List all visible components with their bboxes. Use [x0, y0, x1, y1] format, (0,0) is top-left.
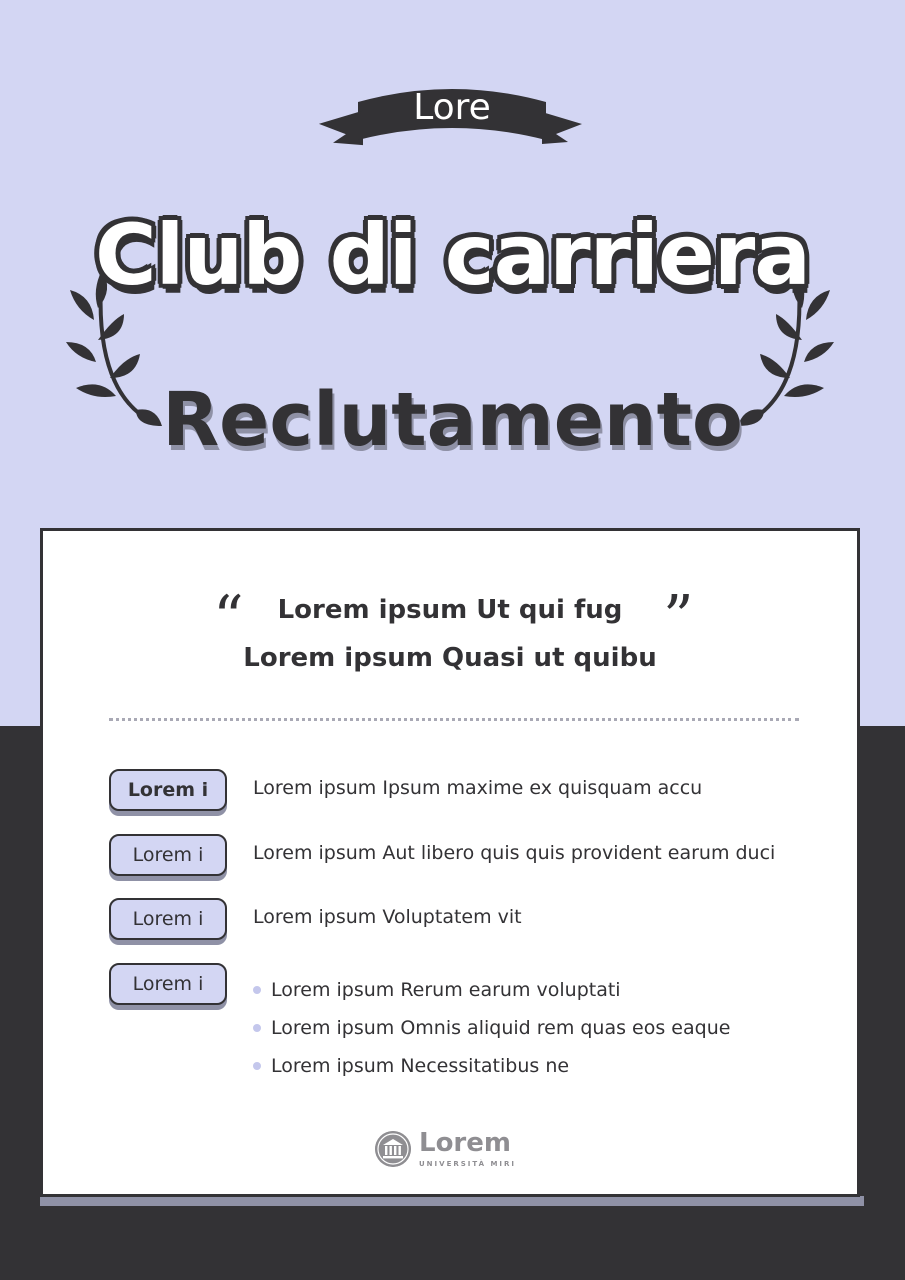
ribbon-label: Lore [413, 87, 491, 128]
open-quote-icon: “ [213, 583, 244, 653]
list-item: Lorem ipsum Omnis aliquid rem quas eos eaque [253, 1009, 730, 1047]
page-title: Club di carriera [95, 206, 810, 304]
detail-text: Lorem ipsum Ipsum maxime ex quisquam accu [253, 777, 703, 799]
detail-text: Lorem ipsum Voluptatem vit [253, 906, 522, 928]
detail-tag: Lorem i [109, 834, 227, 876]
logo-subtitle: UNIVERSITÀ MIRI [419, 1160, 517, 1168]
list-item: Lorem ipsum Rerum earum voluptati [253, 971, 730, 1009]
card-shadow [40, 1196, 864, 1206]
quote-line-1: Lorem ipsum Ut qui fug [277, 595, 623, 625]
detail-bullet-list [253, 971, 730, 1085]
detail-tag: Lorem i [109, 769, 227, 811]
dotted-divider [109, 718, 799, 721]
university-building-icon [375, 1131, 411, 1167]
detail-tag: Lorem i [109, 963, 227, 1005]
logo-name: Lorem [419, 1128, 511, 1158]
content-card [40, 528, 860, 1197]
page-subtitle: Reclutamento [162, 377, 743, 463]
detail-text: Lorem ipsum Aut libero quis quis provident earum duci [253, 842, 776, 864]
detail-tag: Lorem i [109, 898, 227, 940]
quote-line-2: Lorem ipsum Quasi ut quibu [243, 643, 657, 673]
university-logo [373, 1129, 533, 1173]
list-item: Lorem ipsum Necessitatibus ne [253, 1047, 730, 1085]
close-quote-icon: ” [663, 583, 694, 653]
